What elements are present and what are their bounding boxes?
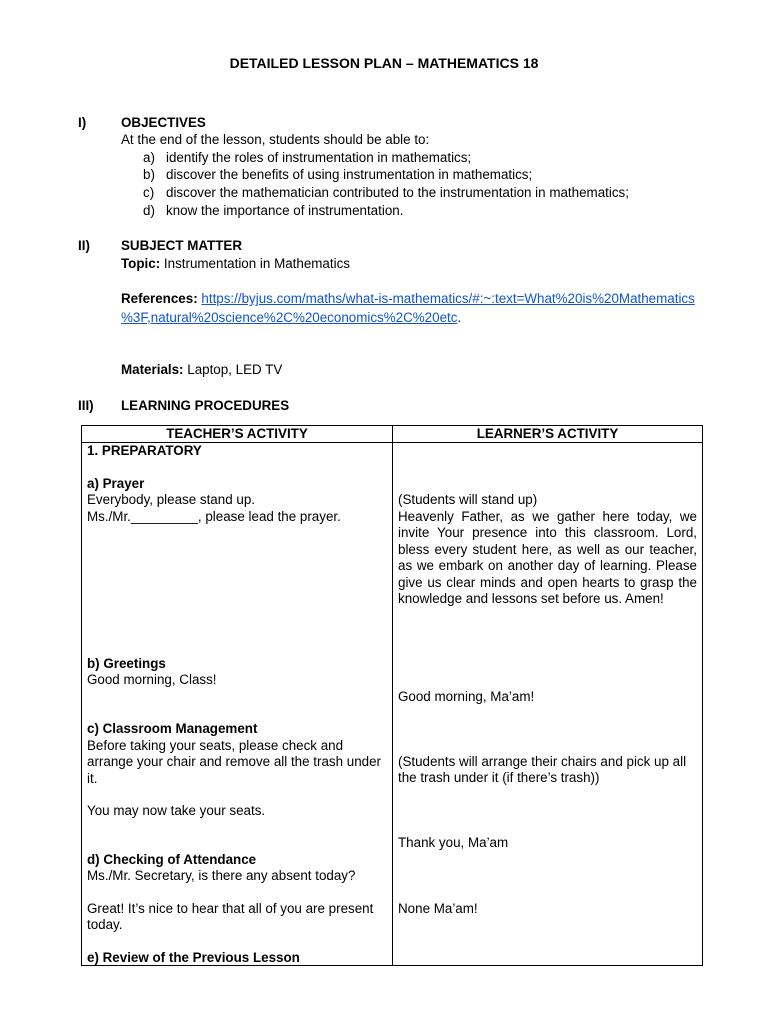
table-column-divider xyxy=(392,426,393,965)
references-line-1 xyxy=(121,291,695,306)
objective-item: discover the mathematician contributed to the instrumentation in mathematics; xyxy=(166,185,629,200)
section-heading-subject-matter: SUBJECT MATTER xyxy=(121,238,243,253)
topic-line xyxy=(121,256,350,271)
classroom-management-heading: c) Classroom Management xyxy=(87,721,258,736)
section-heading-objectives: OBJECTIVES xyxy=(121,115,206,130)
objective-letter: b) xyxy=(143,167,155,182)
teacher-prayer-line-1: Everybody, please stand up. xyxy=(87,492,255,507)
teacher-attendance-question: Ms./Mr. Secretary, is there any absent today? xyxy=(87,868,356,883)
objective-letter: d) xyxy=(143,203,155,218)
materials-label: Materials: xyxy=(121,362,184,377)
learner-classroom-action: (Students will arrange their chairs and pick up all the trash under it (if there’s trash)) xyxy=(398,754,687,786)
teacher-classroom-instruction: Before taking your seats, please check and arrange your chair and remove all the trash under it. xyxy=(87,738,382,786)
attendance-heading: d) Checking of Attendance xyxy=(87,852,257,867)
references-period: . xyxy=(457,310,462,325)
learner-attendance-answer: None Ma’am! xyxy=(398,901,478,916)
objective-item: discover the benefits of using instrumentation in mathematics; xyxy=(166,167,533,182)
reference-link-continued[interactable]: %3F,natural%20science%2C%20economics%2C%20etc xyxy=(121,310,458,325)
references-line-2 xyxy=(121,310,461,325)
greetings-heading: b) Greetings xyxy=(87,656,166,671)
learner-thanks: Thank you, Ma’am xyxy=(398,835,509,850)
learner-prayer-text: Heavenly Father, as we gather here today, we invite Your presence into this classroom. Lord, bless every student here, as well as our teacher, as we embark on another day of learning. Please give us clear minds and open hearts to grasp the knowledge and lessons set before us. Amen! xyxy=(398,509,697,607)
document-title: DETAILED LESSON PLAN – MATHEMATICS 18 xyxy=(229,55,539,71)
materials-line xyxy=(121,362,282,377)
teacher-greeting: Good morning, Class! xyxy=(87,672,217,687)
materials-value: Laptop, LED TV xyxy=(187,362,283,377)
prayer-heading: a) Prayer xyxy=(87,476,145,491)
reference-link[interactable]: https://byjus.com/maths/what-is-mathematics/#:~:text=What%20is%20Mathematics xyxy=(201,291,695,306)
objective-item: know the importance of instrumentation. xyxy=(166,203,404,218)
preparatory-heading: 1. PREPARATORY xyxy=(87,443,202,458)
column-header-learner: LEARNER’S ACTIVITY xyxy=(476,426,619,441)
objective-item: identify the roles of instrumentation in mathematics; xyxy=(166,150,472,165)
learner-greeting: Good morning, Ma’am! xyxy=(398,689,535,704)
topic-label: Topic: xyxy=(121,256,161,271)
objective-letter: a) xyxy=(143,150,155,165)
teacher-attendance-response: Great! It’s nice to hear that all of you are present today. xyxy=(87,901,374,933)
topic-value: Instrumentation in Mathematics xyxy=(163,256,350,271)
section-numeral-subject-matter: II) xyxy=(78,238,90,253)
review-heading: e) Review of the Previous Lesson xyxy=(87,950,300,965)
column-header-teacher: TEACHER’S ACTIVITY xyxy=(166,426,308,441)
section-heading-procedures: LEARNING PROCEDURES xyxy=(121,398,290,413)
learner-stand-up: (Students will stand up) xyxy=(398,492,538,507)
references-label: References: xyxy=(121,291,198,306)
section-numeral-objectives: I) xyxy=(78,115,87,130)
teacher-prayer-line-2: Ms./Mr._________, please lead the prayer. xyxy=(87,509,341,524)
objectives-intro: At the end of the lesson, students should be able to: xyxy=(121,132,430,147)
teacher-take-seats: You may now take your seats. xyxy=(87,803,266,818)
section-numeral-procedures: III) xyxy=(78,398,94,413)
learning-procedures-table xyxy=(81,425,703,966)
objective-letter: c) xyxy=(143,185,155,200)
